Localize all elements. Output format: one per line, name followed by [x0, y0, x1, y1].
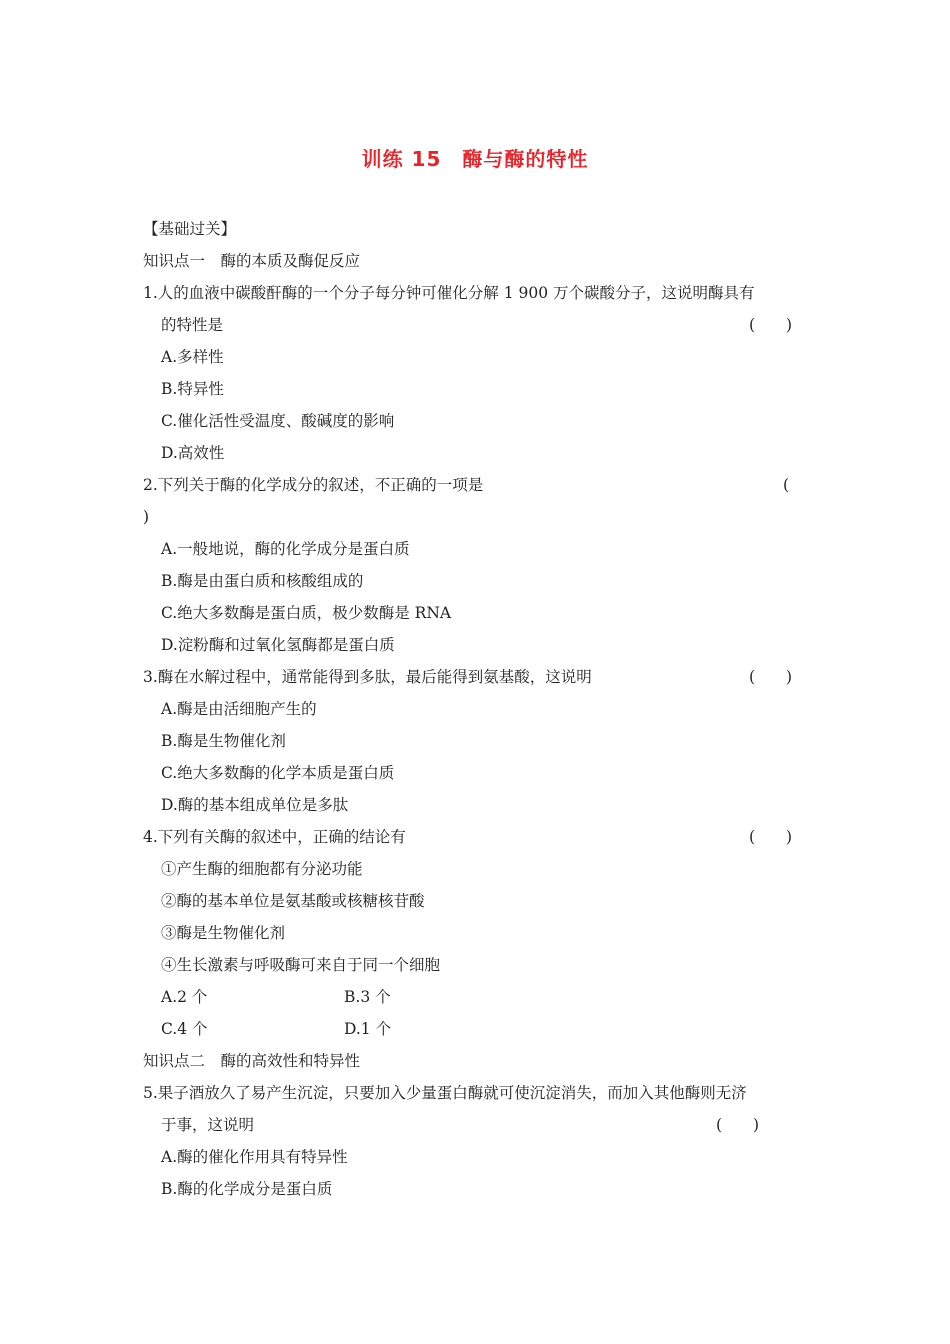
q4-stem: 4.下列有关酶的叙述中，正确的结论有: [143, 828, 406, 846]
q4-statement-1: ①产生酶的细胞都有分泌功能: [161, 860, 363, 878]
q2-option-b: B.酶是由蛋白质和核酸组成的: [161, 572, 364, 590]
q3-option-d: D.酶的基本组成单位是多肽: [161, 796, 349, 814]
q4-statement-3: ③酶是生物催化剂: [161, 924, 286, 942]
q1-stem-line2: 的特性是: [161, 316, 224, 334]
q4-answer-blank: ( ): [749, 828, 793, 846]
q2-option-d: D.淀粉酶和过氧化氢酶都是蛋白质: [161, 636, 395, 654]
q2-option-a: A.一般地说，酶的化学成分是蛋白质: [161, 540, 410, 558]
section-heading: 【基础过关】: [143, 220, 237, 238]
q4-option-a: A.2 个: [161, 988, 208, 1006]
q5-option-a: A.酶的催化作用具有特异性: [161, 1148, 348, 1166]
page-title: 训练 15 酶与酶的特性: [361, 147, 589, 171]
q3-option-b: B.酶是生物催化剂: [161, 732, 286, 750]
q5-stem-line1: 5.果子酒放久了易产生沉淀，只要加入少量蛋白酶就可使沉淀消失，而加入其他酶则无济: [143, 1084, 747, 1102]
q5-option-b: B.酶的化学成分是蛋白质: [161, 1180, 333, 1198]
q2-answer-blank-close: ): [143, 508, 150, 526]
q4-option-c: C.4 个: [161, 1020, 208, 1038]
q2-option-c: C.绝大多数酶是蛋白质，极少数酶是 RNA: [161, 604, 452, 622]
q1-option-b: B.特异性: [161, 380, 224, 398]
knowledge-point-2: 知识点二 酶的高效性和特异性: [143, 1052, 361, 1070]
q4-option-b: B.3 个: [344, 988, 391, 1006]
q3-option-c: C.绝大多数酶的化学本质是蛋白质: [161, 764, 395, 782]
knowledge-point-1: 知识点一 酶的本质及酶促反应: [143, 252, 361, 270]
q1-answer-blank: ( ): [749, 316, 793, 334]
q1-option-c: C.催化活性受温度、酸碱度的影响: [161, 412, 395, 430]
q4-statement-2: ②酶的基本单位是氨基酸或核糖核苷酸: [161, 892, 425, 910]
q1-stem-line1: 1.人的血液中碳酸酐酶的一个分子每分钟可催化分解 1 900 万个碳酸分子，这说明酶具有: [143, 284, 755, 302]
q3-answer-blank: ( ): [749, 668, 793, 686]
q3-stem: 3.酶在水解过程中，通常能得到多肽，最后能得到氨基酸，这说明: [143, 668, 592, 686]
q2-stem: 2.下列关于酶的化学成分的叙述，不正确的一项是: [143, 476, 484, 494]
q1-option-a: A.多样性: [161, 348, 224, 366]
q4-statement-4: ④生长激素与呼吸酶可来自于同一个细胞: [161, 956, 441, 974]
q3-option-a: A.酶是由活细胞产生的: [161, 700, 317, 718]
q5-answer-blank: ( ): [716, 1116, 760, 1134]
q4-option-d: D.1 个: [344, 1020, 392, 1038]
q2-answer-blank-open: (: [783, 476, 790, 494]
q5-stem-line2: 于事，这说明: [161, 1116, 255, 1134]
q1-option-d: D.高效性: [161, 444, 225, 462]
